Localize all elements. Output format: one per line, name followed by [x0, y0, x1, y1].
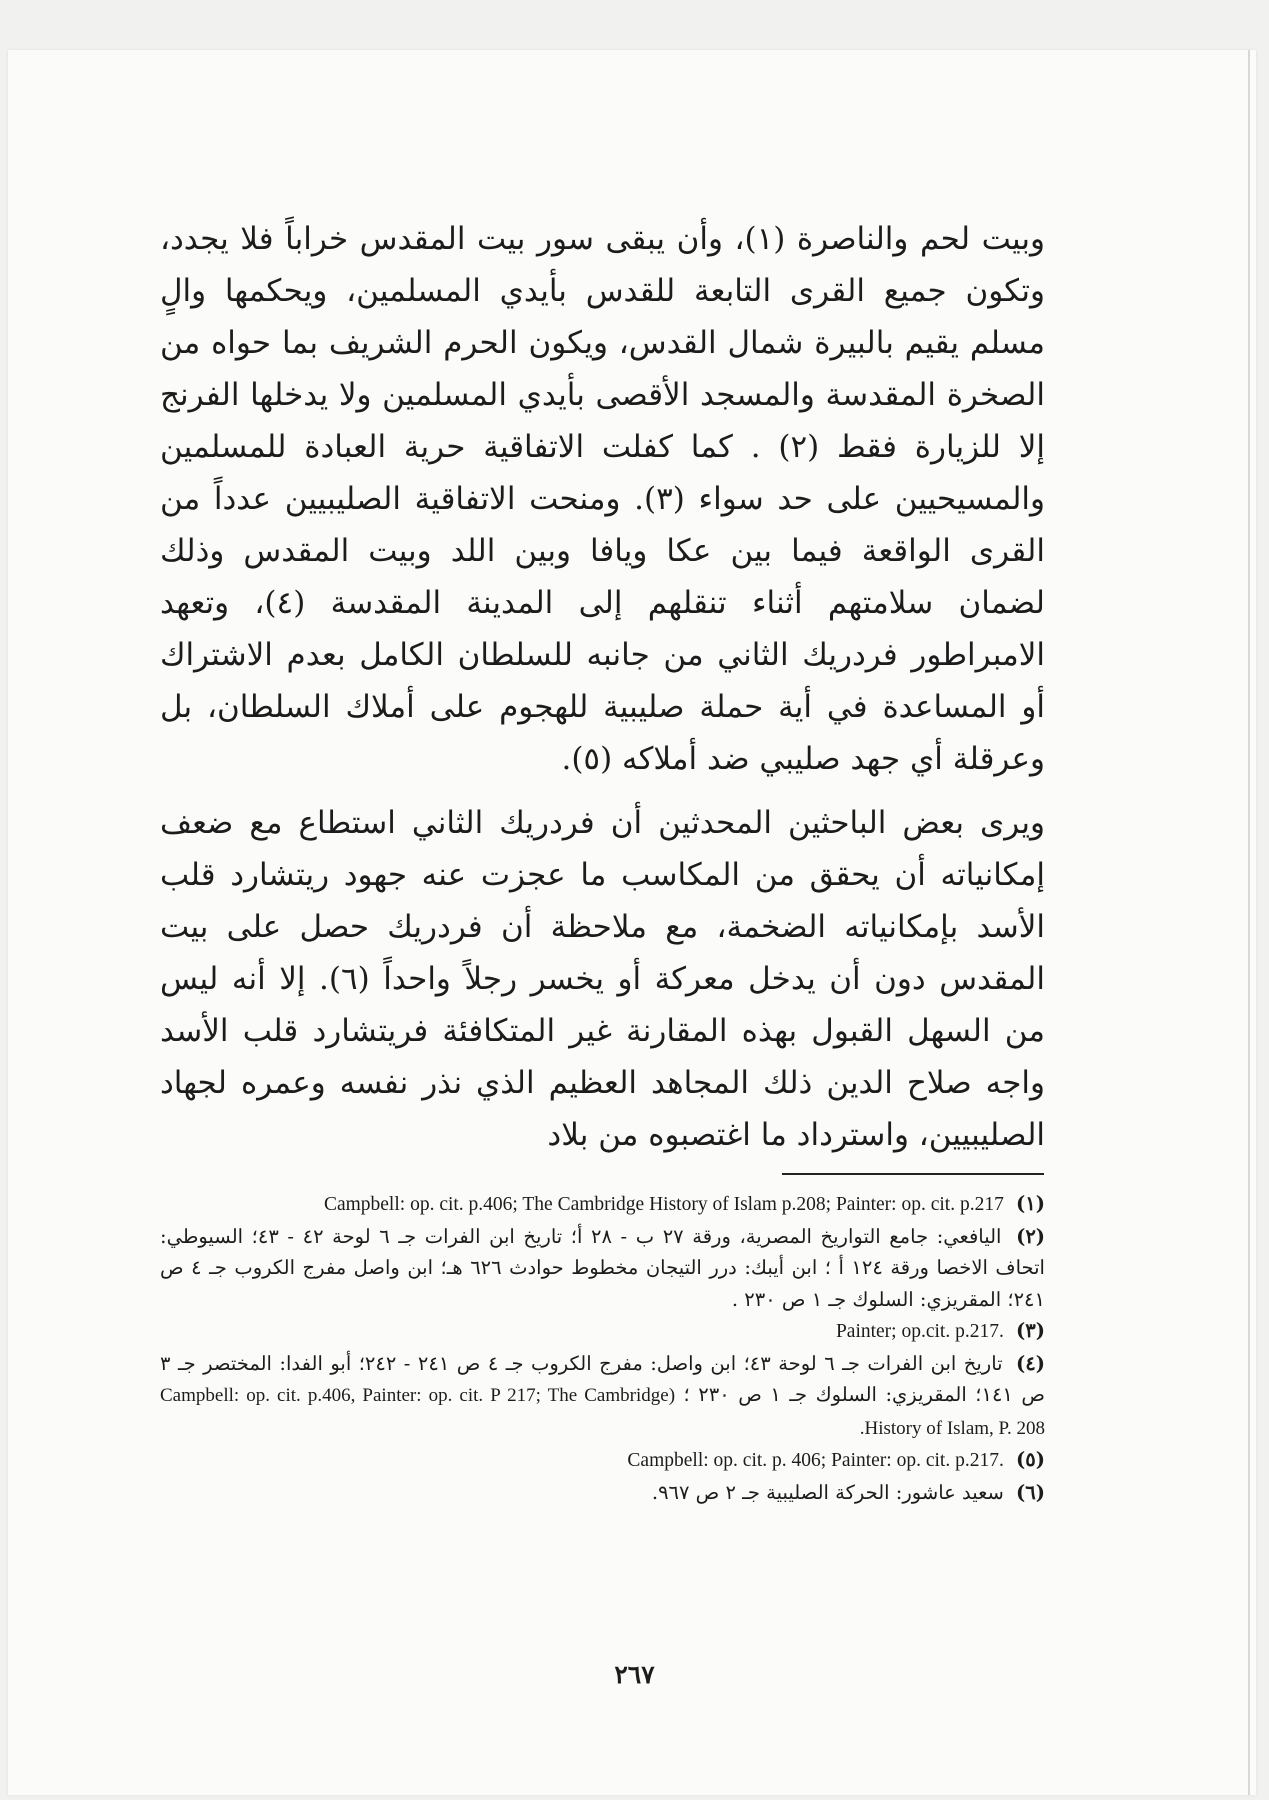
footnote-3: (٣) Painter; op.cit. p.217. — [835, 1319, 1045, 1342]
page-number: ٢٦٧ — [614, 1660, 655, 1689]
footnote-2: (٢) اليافعي: جامع التواريخ المصرية، ورقة ٢٧ ب - ٢٨ أ؛ تاريخ ابن الفرات جـ ٦ لوحة ٤٢ - ٤٣؛ السيوطي: اتحاف الاخصا ورقة ١٢٤ أ ؛ ابن أيبك: درر التيجان مخطوط حوادث ٦٢٦ هـ؛ ابن واصل مفرج الكروب جـ ٤ ص ٢٤١؛ المقريزي: السلوك جـ ١ ص ٢٣٠ . — [160, 1224, 1046, 1311]
paragraph-2: ويرى بعض الباحثين المحدثين أن فردريك الثاني استطاع مع ضعف إمكانياته أن يحقق من المكاسب ما عجزت عنه جهود ريتشارد قلب الأسد بإمكانياته الضخمة، مع ملاحظة أن فردريك حصل على بيت المقدس دون أن يدخل معركة أو يخسر رجلاً واحداً (٦). إلا أنه ليس من السهل القبول بهذه المقارنة غير المتكافئة فريتشارد قلب الأسد واجه صلاح الدين ذلك المجاهد العظيم الذي نذر نفسه وعمره لجهاد الصليبيين، واسترداد ما اغتصبوه من بلاد — [160, 805, 1045, 1153]
footnote-separator — [782, 1173, 1044, 1175]
footnote-6: (٦) سعيد عاشور: الحركة الصليبية جـ ٢ ص ٩٦٧. — [651, 1480, 1045, 1504]
main-text — [160, 213, 1045, 1161]
footnote-1: (١) Campbell: op. cit. p.406; The Cambridge History of Islam p.208; Painter: op. cit. p.217 — [323, 1192, 1045, 1215]
footnote-4: (٤) تاريخ ابن الفرات جـ ٦ لوحة ٤٣؛ ابن واصل: مفرج الكروب جـ ٤ ص ٢٤١ - ٢٤٢؛ أبو الفدا: المختصر جـ ٣ ص ١٤١؛ المقريزي: السلوك جـ ١ ص ٢٣٠ ؛ (Campbell: op. cit. p.406, Painter: op. cit. P 217; The Cambridge History of Islam, P. 208. — [160, 1351, 1045, 1439]
footnotes — [160, 1188, 1045, 1508]
paragraph-1: وبيت لحم والناصرة (١)، وأن يبقى سور بيت المقدس خراباً فلا يجدد، وتكون جميع القرى التابعة للقدس بأيدي المسلمين، ويحكمها والٍ مسلم يقيم بالبيرة شمال القدس، ويكون الحرم الشريف بما حواه من الصخرة المقدسة والمسجد الأقصى بأيدي المسلمين ولا يدخلها الفرنج إلا للزيارة فقط (٢) . كما كفلت الاتفاقية حرية العبادة للمسلمين والمسيحيين على حد سواء (٣). ومنحت الاتفاقية الصليبيين عدداً من القرى الواقعة فيما بين عكا ويافا وبين اللد وبيت المقدس وذلك لضمان سلامتهم أثناء تنقلهم إلى المدينة المقدسة (٤)، وتعهد الامبراطور فردريك الثاني من جانبه للسلطان الكامل بعدم الاشتراك أو المساعدة في أية حملة صليبية للهجوم على أملاك السلطان، بل وعرقلة أي جهد صليبي ضد أملاكه (٥). — [160, 221, 1046, 777]
footnote-5: (٥) Campbell: op. cit. p. 406; Painter: op. cit. p.217. — [627, 1448, 1045, 1471]
page-edge — [1248, 50, 1250, 1795]
